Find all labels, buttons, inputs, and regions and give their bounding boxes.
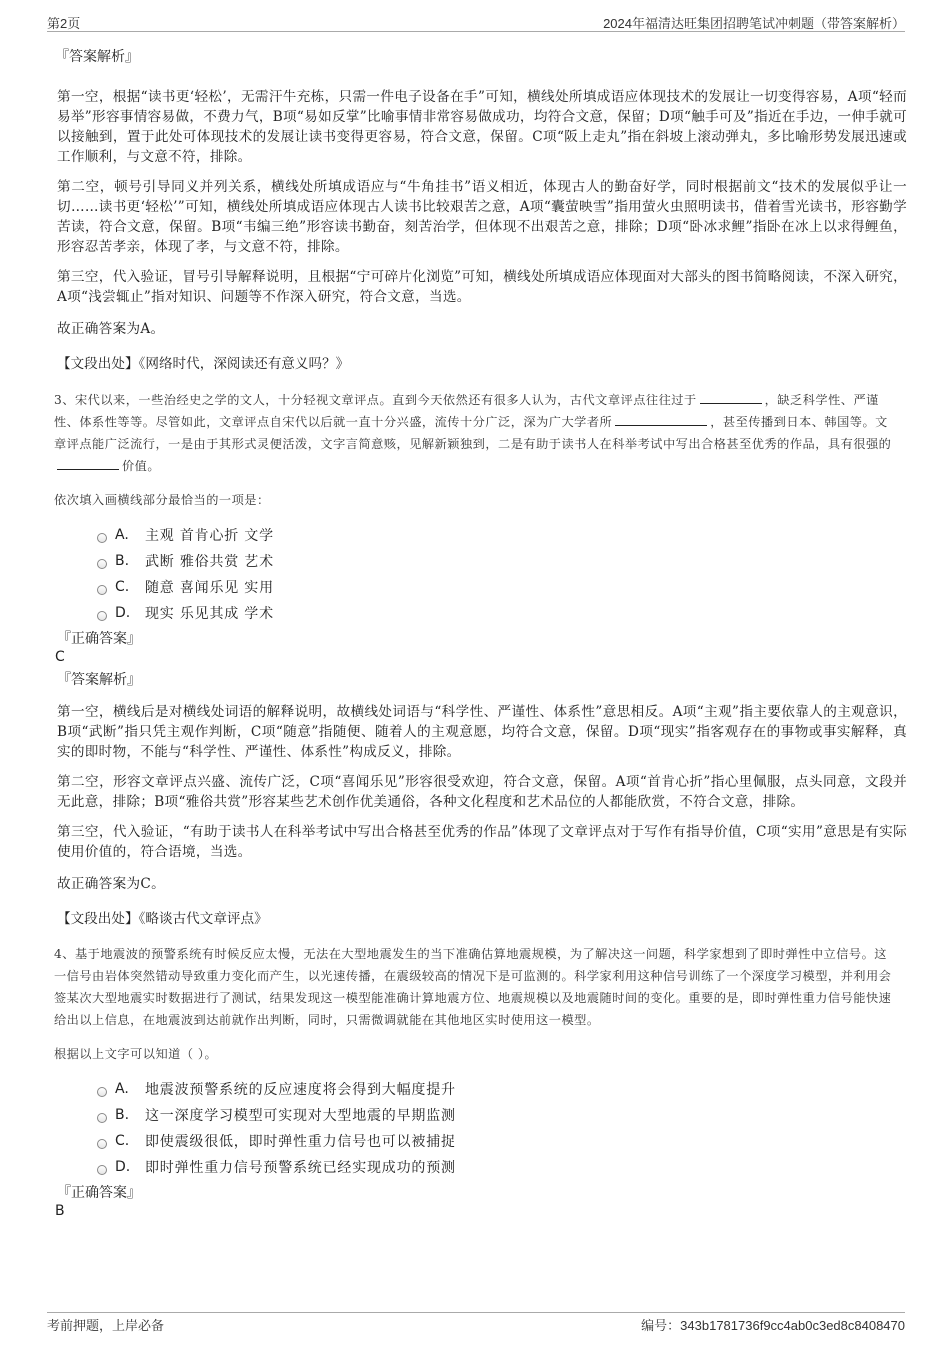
question-stem: 4、基于地震波的预警系统有时候反应太慢，无法在大型地震发生的当下准确估算地震规模，为了解决这一问题，科学家想到了即时弹性中立信号。这一信号由岩体突然错动导致重力变化而产生，以光速传播，在震级较高的情况下是可监测的。科学家利用这种信号训练了一个深度学习模型，并利用会签某次大型地震实时数据进行了测试，结果发现这一模型能准确计算地震方位、地震规模以及地震随时间的变化。重要的是，即时弹性重力信号能快速给出以上信息，在地震波到达前就作出判断，同时，只需微调就能在其他地区实时使用这一模型。: [54, 947, 892, 1027]
analysis-paragraph: 第三空，代入验证，冒号引导解释说明，且根据“宁可碎片化浏览”可知，横线处所填成语应体现面对大部头的图书简略阅读，不深入研究，A项“浅尝辄止”指对知识、问题等不作深入研究，符合文意，当选。: [57, 269, 907, 305]
correct-answer-value: C: [55, 649, 65, 665]
analysis-paragraph: 第三空，代入验证，“有助于读书人在科举考试中写出合格甚至优秀的作品”体现了文章评点对于写作有指导价值，C项“实用”意思是有实际使用价值的，符合语境，当选。: [57, 824, 907, 860]
options-list: [97, 522, 907, 626]
radio-button[interactable]: [97, 611, 107, 621]
document-content: [54, 40, 907, 1220]
question-prompt: 根据以上文字可以知道（ ）。: [54, 1047, 218, 1061]
source-citation: [57, 909, 907, 929]
source-label: 【文段出处】: [57, 911, 139, 927]
final-answer-statement: 故正确答案为C。: [57, 876, 165, 892]
question-stem: 3、宋代以来，一些治经史之学的文人，十分轻视文章评点。直到今天依然还有很多人认为，古代文章评点往往过于 ，缺乏科学性、严谨性、体系性等等。尽管如此，文章评点自宋代以后就一直十分兴盛，流传十分广泛，深为广大学者所 ，甚至传播到日本、韩国等。文章评点能广泛流行，一是由于其形式灵便活泼，文字言简意赅，见解新颖独到，二是有助于读书人在科举考试中写出合格甚至优秀的作品，具有很强的价值。: [54, 393, 892, 473]
radio-button[interactable]: [97, 585, 107, 595]
correct-answer-label: 『正确答案』: [57, 631, 141, 647]
radio-button[interactable]: [97, 559, 107, 569]
radio-button[interactable]: [97, 533, 107, 543]
option-c[interactable]: C. 即使震级很低，即时弹性重力信号也可以被捕捉: [97, 1128, 907, 1154]
analysis-paragraph: 第二空，顿号引导同义并列关系，横线处所填成语应与“牛角挂书”语义相近，体现古人的勤奋好学，同时根据前文“技术的发展似乎让一切……读书更‘轻松’”可知，横线处所填成语应体现古人读书比较艰苦之意，A项“囊萤映雪”指用萤火虫照明读书，借着雪光读书，形容勤学苦读，符合文意，保留。B项“韦编三绝”形容读书勤奋，刻苦治学，但体现不出艰苦之意，排除；D项“卧冰求鲤”指卧在冰上以求得鲤鱼，形容忍苦孝亲，体现了孝，与文意不符，排除。: [57, 179, 907, 255]
options-list: [97, 1076, 907, 1180]
analysis-label: 『答案解析』: [55, 49, 139, 65]
radio-button[interactable]: [97, 1165, 107, 1175]
page-number: 第2页: [47, 16, 81, 31]
radio-button[interactable]: [97, 1113, 107, 1123]
question-3: [54, 389, 907, 929]
question-number: 3、: [54, 393, 75, 407]
footer-slogan: 考前押题，上岸必备: [47, 1318, 165, 1333]
analysis-paragraph: 第一空，横线后是对横线处词语的解释说明，故横线处词语与“科学性、严谨性、体系性”意思相反。A项“主观”指主要依靠人的主观意识，B项“武断”指只凭主观作判断，C项“随意”指随便、随着人的主观意愿，均符合文意，保留。D项“现实”指客观存在的事物或事实解释，真实的即时物，不能与“科学性、严谨性、体系性”构成反义，排除。: [57, 704, 907, 760]
radio-button[interactable]: [97, 1087, 107, 1097]
page-header: [47, 10, 905, 32]
q2-analysis: [57, 47, 907, 374]
analysis-paragraph: 第一空，根据“读书更‘轻松’，无需汗牛充栋，只需一件电子设备在手”可知，横线处所填成语应体现技术的发展让一切变得容易，A项“轻而易举”形容事情容易做，不费力气，B项“易如反掌”比喻事情非常容易做成功，均符合文意，保留；D项“触手可及”指近在手边，一伸手就可以接触到，置于此处可体现技术的发展让读书变得更容易，符合文意，保留。C项“阪上走丸”指在斜坡上滚动弹丸，多比喻形势发展迅速或工作顺利，与文意不符，排除。: [57, 89, 907, 165]
question-prompt: 依次填入画横线部分最恰当的一项是：: [54, 493, 270, 507]
option-c[interactable]: C. 随意 喜闻乐见 实用: [97, 574, 907, 600]
correct-answer-label: 『正确答案』: [57, 1185, 141, 1201]
document-code: 编号：343b1781736f9cc4ab0c3ed8c8408470: [641, 1318, 905, 1333]
option-d[interactable]: D. 即时弹性重力信号预警系统已经实现成功的预测: [97, 1154, 907, 1180]
fill-blank: [57, 457, 119, 470]
radio-button[interactable]: [97, 1139, 107, 1149]
option-d[interactable]: D. 现实 乐见其成 学术: [97, 600, 907, 626]
fill-blank: [700, 391, 762, 404]
fill-blank: [615, 413, 707, 426]
correct-answer-value: B: [55, 1203, 65, 1219]
question-number: 4、: [54, 947, 75, 961]
option-a[interactable]: A. 主观 首肯心折 文学: [97, 522, 907, 548]
source-citation: [57, 354, 907, 374]
document-title: 2024年福清达旺集团招聘笔试冲刺题（带答案解析）: [603, 16, 905, 31]
page-footer: [47, 1312, 905, 1334]
question-4: [54, 943, 907, 1220]
option-a[interactable]: A. 地震波预警系统的反应速度将会得到大幅度提升: [97, 1076, 907, 1102]
final-answer-statement: 故正确答案为A。: [57, 321, 165, 337]
analysis-label: 『答案解析』: [57, 672, 141, 688]
option-b[interactable]: B. 武断 雅俗共赏 艺术: [97, 548, 907, 574]
source-title: 《网络时代，深阅读还有意义吗？》: [138, 356, 350, 372]
option-b[interactable]: B. 这一深度学习模型可实现对大型地震的早期监测: [97, 1102, 907, 1128]
source-title: 《略谈古代文章评点》: [138, 911, 268, 927]
analysis-paragraph: 第二空，形容文章评点兴盛、流传广泛，C项“喜闻乐见”形容很受欢迎，符合文意，保留。A项“首肯心折”指心里佩服，点头同意，文段并无此意，排除；B项“雅俗共赏”形容某些艺术创作优美通俗，各种文化程度和艺术品位的人都能欣赏，不符合文意，排除。: [57, 774, 907, 810]
source-label: 【文段出处】: [57, 356, 139, 372]
